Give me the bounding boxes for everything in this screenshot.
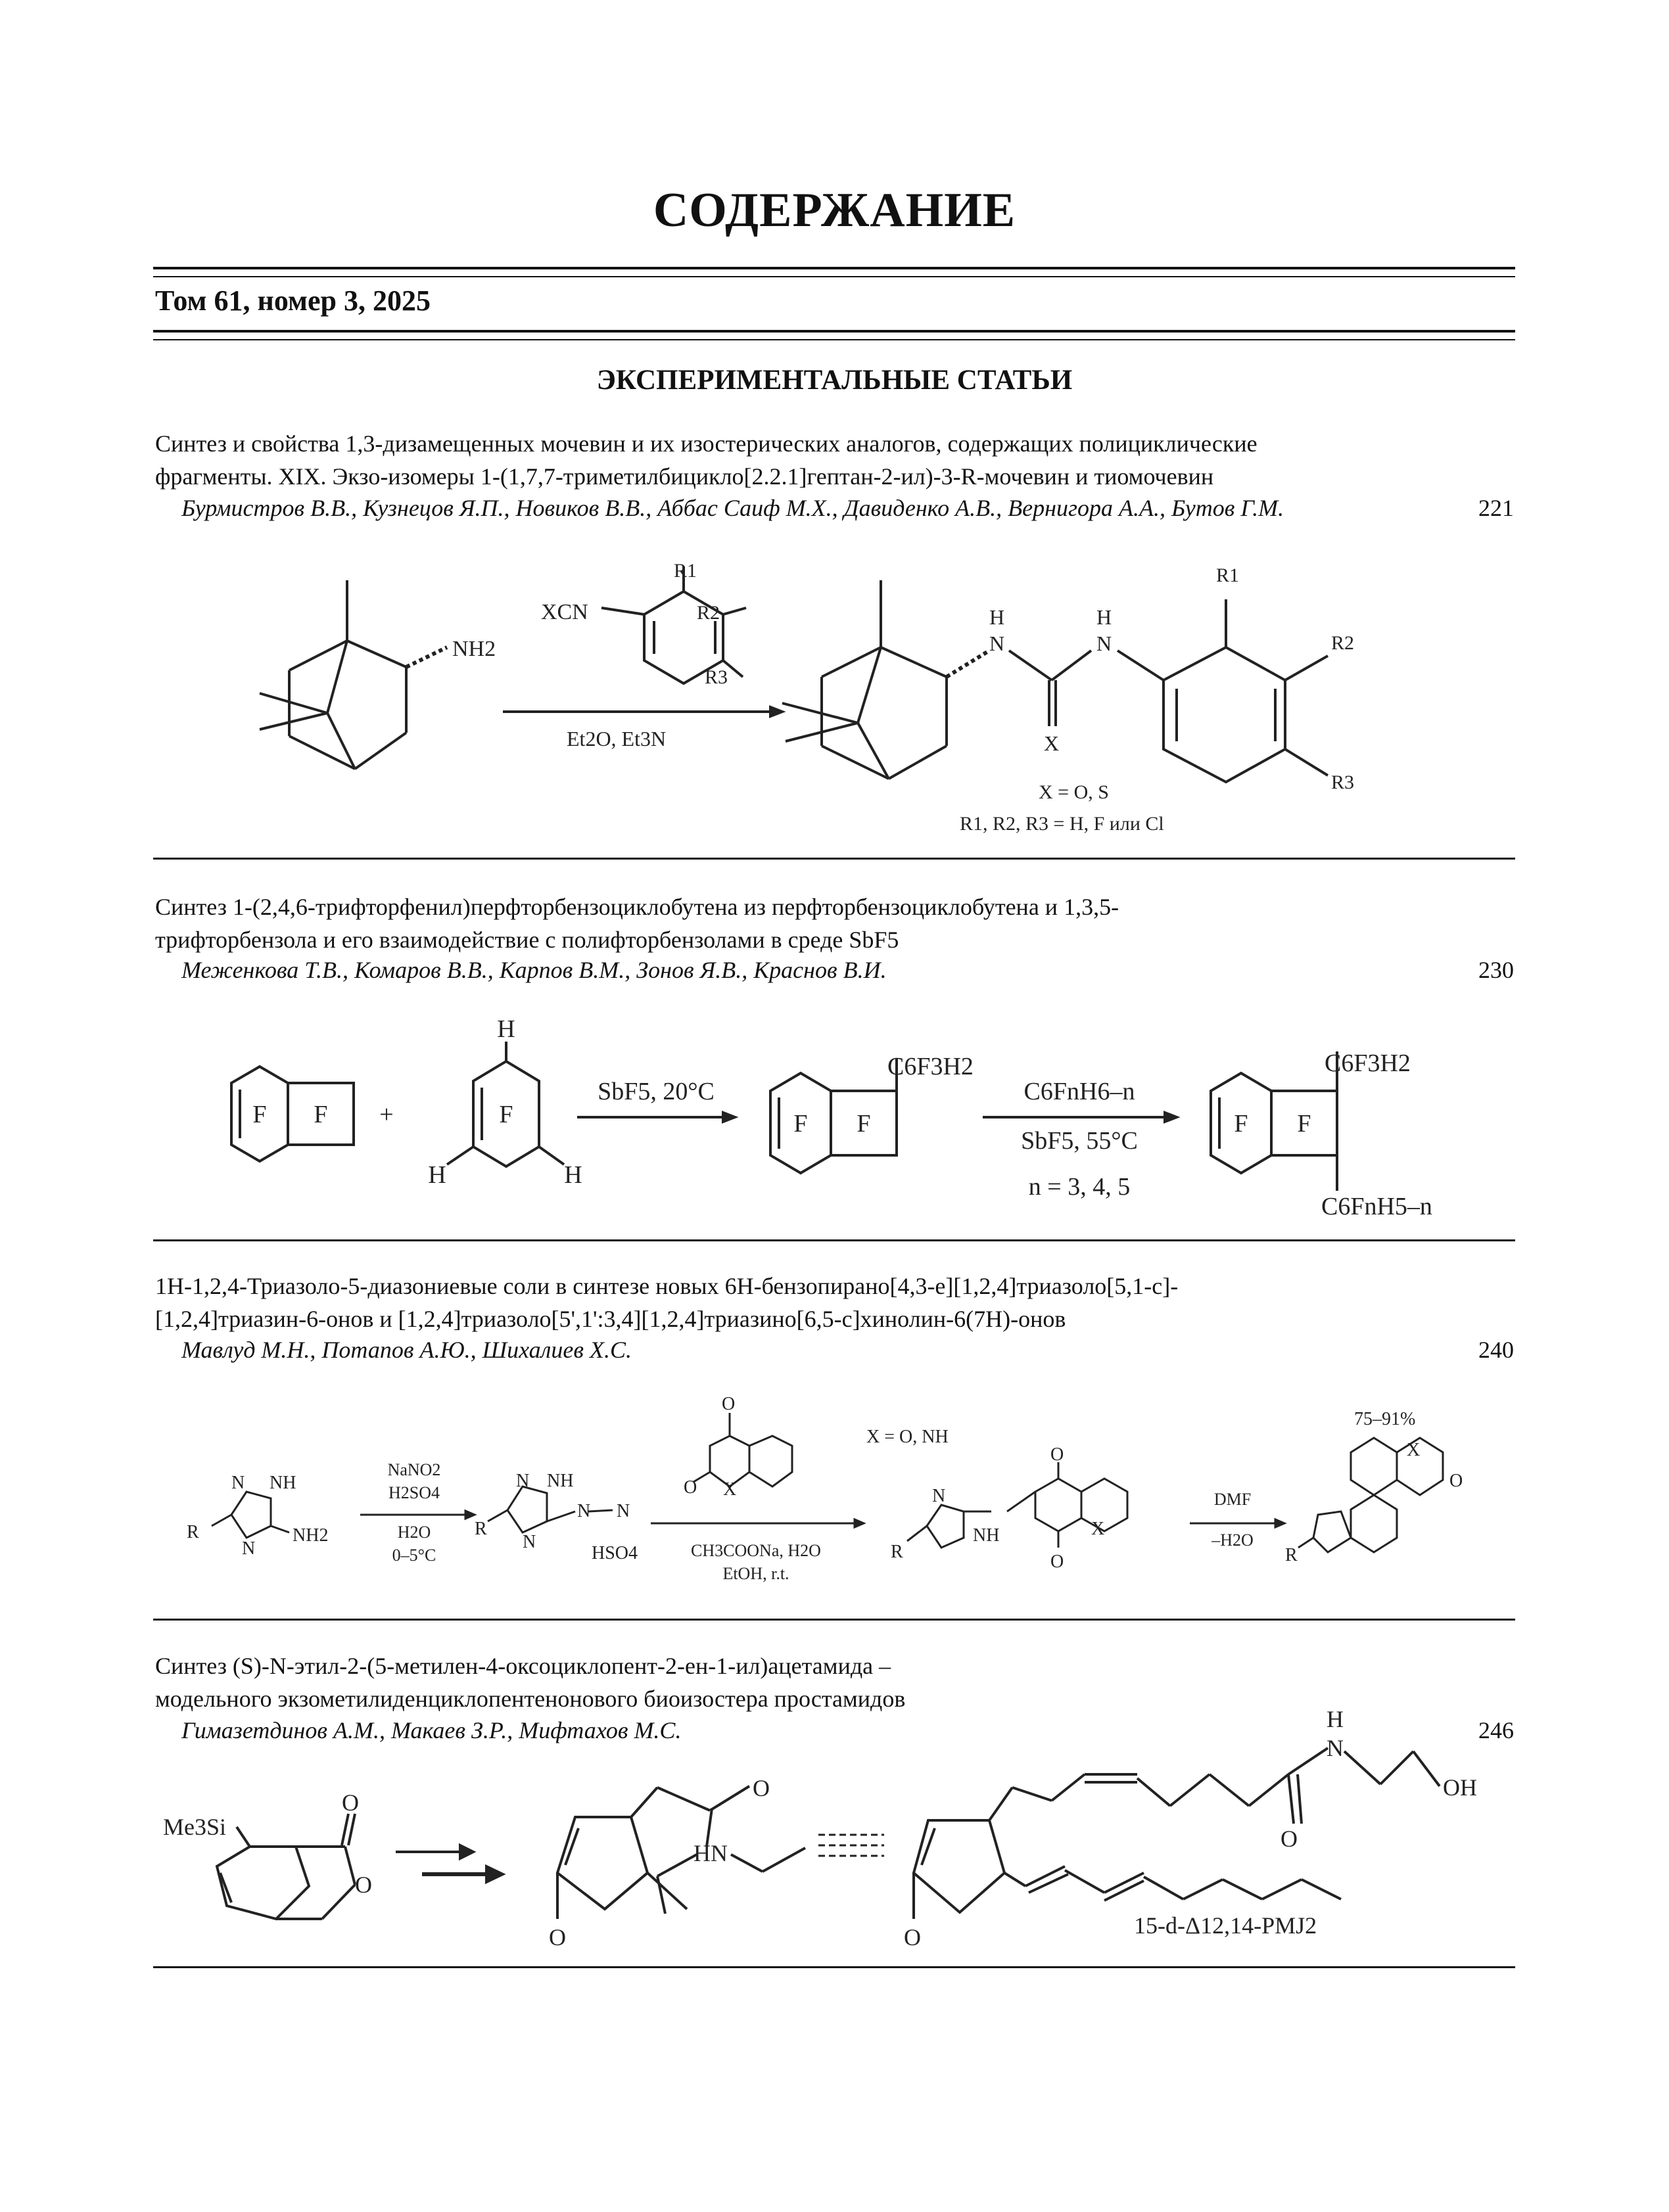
cond3-line-2: –H2O — [1211, 1531, 1254, 1550]
r1-label: R1 — [674, 560, 697, 582]
o-label-c: O — [753, 1775, 770, 1801]
o-label-d: O — [549, 1924, 566, 1950]
article-4-authors: Гимазетдинов А.М., Макаев З.Р., Мифтахов М.С. — [181, 1717, 682, 1743]
cond1-line-3: H2O — [397, 1523, 431, 1542]
article-3-page[interactable]: 240 — [1478, 1337, 1514, 1363]
o-label-e: O — [1281, 1826, 1298, 1852]
nh-label-c: NH — [973, 1525, 1000, 1546]
f-label-4: F — [793, 1110, 808, 1138]
n-label-1: N — [989, 632, 1005, 655]
o-label-a: O — [342, 1789, 359, 1816]
nh-label-b: NH — [547, 1471, 574, 1491]
c6f3h2-label-1: C6F3H2 — [887, 1053, 974, 1080]
r3-label: R3 — [705, 666, 728, 688]
n-label-a: N — [231, 1473, 245, 1493]
article-4-rule — [153, 1966, 1515, 1968]
h-label-2: H — [1096, 605, 1112, 629]
f-label-2: F — [314, 1101, 328, 1128]
nh2-label: NH2 — [452, 637, 496, 661]
cyclopentenone-amide-structure — [557, 1786, 805, 1919]
o-label-4: O — [1050, 1552, 1064, 1572]
condition-2-bottom: SbF5, 55°C — [1021, 1127, 1138, 1155]
x-definition-3: X = O, NH — [866, 1427, 949, 1447]
article-1-title-line-1: Синтез и свойства 1,3-дизамещенных мочевин и их изостерических аналогов, содержащих полициклические — [155, 430, 1258, 457]
article-2-title-line-2: трифторбензола и его взаимодействие с полифторбензолами в среде SbF5 — [155, 927, 899, 953]
n-label-d: N — [523, 1532, 536, 1552]
h-left-label: H — [428, 1161, 446, 1189]
r-label-4: R — [1285, 1545, 1298, 1565]
article-4-title-line-1: Синтез (S)-N-этил-2-(5-метилен-4-оксоциклопент-2-ен-1-ил)ацетамида – — [155, 1653, 891, 1679]
article-1-authors: Бурмистров В.В., Кузнецов Я.П., Новиков В.В., Аббас Саиф М.Х., Давиденко А.В., Вернигора А.А., Бутов Г.М. — [181, 495, 1284, 521]
condition-1: SbF5, 20°C — [598, 1078, 715, 1105]
f-label-5: F — [857, 1110, 871, 1138]
article-3-title-line-1: 1H-1,2,4-Триазоло-5-диазониевые соли в синтезе новых 6H-бензопирано[4,3-e][1,2,4]триазоло[5,1-c]- — [155, 1273, 1179, 1299]
cond1-line-2: H2SO4 — [388, 1483, 440, 1502]
o-label-1: O — [722, 1394, 736, 1414]
plus-sign: + — [379, 1101, 394, 1128]
f-label-7: F — [1297, 1110, 1311, 1138]
pmj2-label: 15-d-Δ12,14-PMJ2 — [1134, 1912, 1317, 1939]
condition-2-top: C6FnH6–n — [1023, 1078, 1135, 1105]
article-2-title-line-1: Синтез 1-(2,4,6-трифторфенил)перфторбензоциклобутена из перфторбензоциклобутена и 1,3,5- — [155, 894, 1119, 920]
hn-label: HN — [693, 1840, 728, 1866]
x-label: X — [1044, 731, 1060, 755]
r-label-1: R — [187, 1522, 199, 1542]
n-label-2: N — [1096, 632, 1112, 655]
product-r1-label: R1 — [1216, 565, 1240, 586]
oh-label: OH — [1443, 1774, 1477, 1801]
nh2-label-3: NH2 — [293, 1525, 329, 1546]
me3si-label: Me3Si — [163, 1814, 227, 1840]
cond2-line-1: CH3COONa, H2O — [691, 1541, 821, 1560]
f-label-6: F — [1234, 1110, 1248, 1138]
h-right-label: H — [564, 1161, 582, 1189]
r-label-3: R — [891, 1542, 903, 1562]
h-label-4: H — [1327, 1706, 1344, 1732]
product-r3-label: R3 — [1331, 772, 1355, 793]
reagents-below-arrow: Et2O, Et3N — [567, 727, 667, 750]
prostamide-structure — [914, 1748, 1440, 1919]
product-r2-label: R2 — [1331, 632, 1355, 654]
article-3-authors: Мавлуд М.Н., Потапов А.Ю., Шихалиев Х.С. — [181, 1337, 632, 1363]
condition-2-n: n = 3, 4, 5 — [1028, 1173, 1131, 1201]
page-title: СОДЕРЖАНИЕ — [653, 183, 1016, 237]
h-label-1: H — [989, 605, 1005, 629]
yield-label: 75–91% — [1354, 1409, 1416, 1429]
r-definition: R1, R2, R3 = H, F или Cl — [960, 813, 1164, 835]
article-1-title-line-2: фрагменты. XIX. Экзо-изомеры 1-(1,7,7-триметилбицикло[2.2.1]гептан-2-ил)-3-R-мочевин и тиомочевин — [155, 463, 1214, 490]
o-label-f: O — [904, 1924, 921, 1950]
o-label-3: O — [1050, 1444, 1064, 1465]
o-label-5: O — [1449, 1471, 1463, 1491]
n-label-g: N — [932, 1486, 946, 1506]
cond2-line-2: EtOH, r.t. — [722, 1564, 789, 1583]
cond1-line-1: NaNO2 — [387, 1460, 441, 1479]
n-label-f: N — [617, 1501, 630, 1521]
n-label-e: N — [577, 1501, 591, 1521]
c6fnh5n-label: C6FnH5–n — [1321, 1193, 1432, 1220]
silyl-lactone-structure — [217, 1814, 355, 1919]
article-2-authors: Меженкова Т.В., Комаров В.В., Карпов В.М., Зонов Я.В., Краснов В.И. — [181, 957, 887, 983]
x-definition: X = O, S — [1039, 781, 1109, 803]
nh-label-a: NH — [270, 1473, 296, 1493]
x-label-1: X — [723, 1479, 737, 1500]
f-label-3: F — [499, 1101, 513, 1128]
hso4-label: HSO4 — [592, 1543, 638, 1563]
article-3-title-line-2: [1,2,4]триазин-6-онов и [1,2,4]триазоло[5',1':3,4][1,2,4]триазино[6,5-c]хинолин-6(7H)-онов — [155, 1306, 1066, 1332]
article-1-page[interactable]: 221 — [1478, 495, 1514, 521]
x-label-2: X — [1091, 1519, 1105, 1539]
r2-label: R2 — [697, 602, 720, 624]
cond1-line-4: 0–5°C — [392, 1546, 436, 1565]
issue-info: Том 61, номер 3, 2025 — [155, 285, 431, 317]
article-4-title-line-2: модельного экзометилиденциклопентенонового биоизостера простамидов — [155, 1686, 906, 1712]
cond3-line-1: DMF — [1213, 1490, 1252, 1509]
xcn-label: XCN — [541, 600, 588, 624]
n-label-4: N — [1327, 1735, 1344, 1761]
article-2-page[interactable]: 230 — [1478, 957, 1514, 983]
f-label-1: F — [252, 1101, 267, 1128]
o-label-b: O — [355, 1872, 372, 1898]
o-label-2: O — [684, 1477, 697, 1498]
article-4-page[interactable]: 246 — [1478, 1717, 1514, 1743]
n-label-b: N — [242, 1538, 256, 1559]
section-heading: ЭКСПЕРИМЕНТАЛЬНЫЕ СТАТЬИ — [596, 365, 1073, 396]
h-top-label: H — [497, 1015, 515, 1043]
n-label-c: N — [516, 1471, 530, 1491]
r-label-2: R — [475, 1519, 487, 1539]
c6f3h2-label-2: C6F3H2 — [1325, 1049, 1411, 1077]
x-label-3: X — [1407, 1440, 1421, 1460]
